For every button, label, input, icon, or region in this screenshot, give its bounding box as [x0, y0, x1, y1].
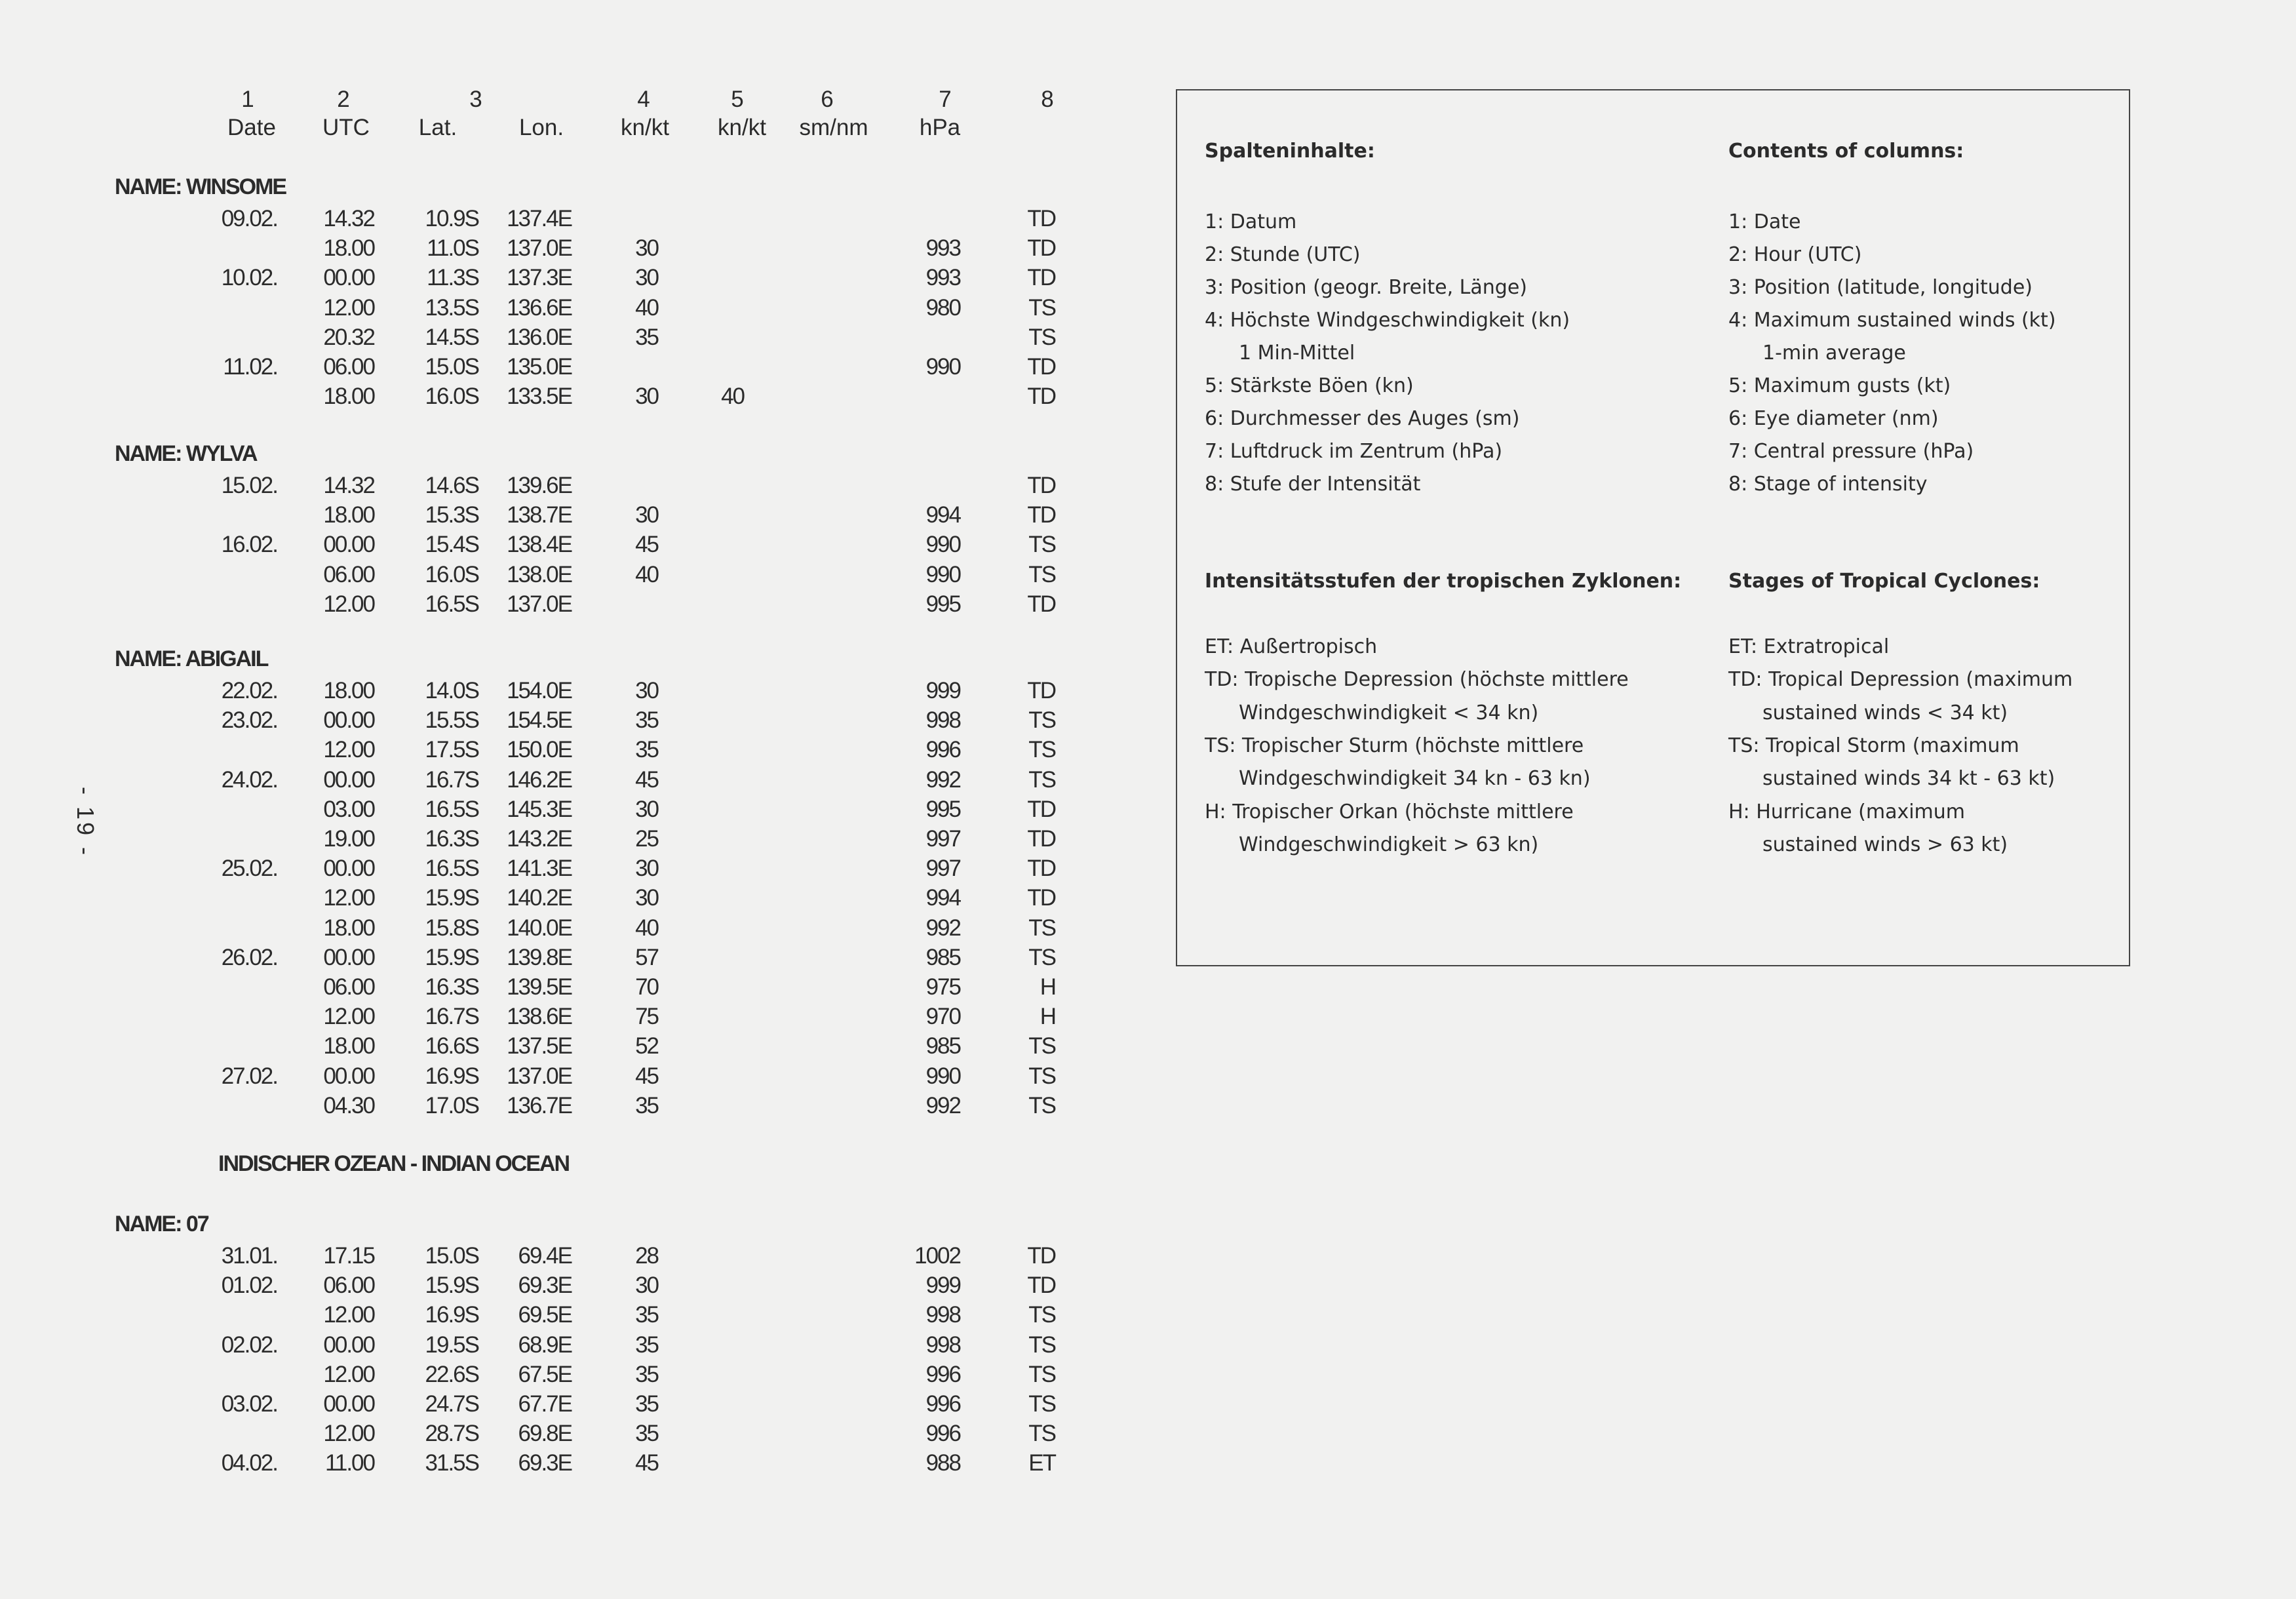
- column-number: 2: [337, 87, 350, 112]
- storm-name: NAME: WYLVA: [115, 441, 257, 466]
- table-cell: TD: [1027, 384, 1055, 409]
- table-cell: 11.3S: [427, 265, 478, 290]
- table-cell: 35: [635, 1332, 658, 1358]
- table-cell: 16.9S: [425, 1302, 478, 1328]
- table-cell: 992: [925, 1093, 960, 1118]
- table-cell: 137.5E: [507, 1033, 572, 1059]
- table-cell: 995: [925, 591, 960, 617]
- table-cell: 18.00: [323, 235, 374, 261]
- table-cell: 00.00: [323, 945, 374, 970]
- table-cell: 22.6S: [425, 1362, 478, 1387]
- table-cell: 23.02.: [221, 707, 277, 733]
- column-header: Lat.: [418, 115, 457, 140]
- table-cell: 138.4E: [507, 532, 572, 557]
- table-cell: 00.00: [323, 1332, 374, 1358]
- table-cell: 975: [925, 974, 960, 1000]
- table-cell: 30: [635, 235, 658, 261]
- table-cell: 35: [635, 1421, 658, 1446]
- table-cell: 990: [925, 1063, 960, 1089]
- table-cell: 40: [721, 384, 744, 409]
- table-cell: 40: [635, 562, 658, 587]
- table-cell: 01.02.: [221, 1273, 277, 1298]
- table-cell: TS: [1028, 1332, 1055, 1358]
- table-cell: 00.00: [323, 856, 374, 881]
- table-cell: 10.02.: [221, 265, 277, 290]
- table-cell: 138.7E: [507, 502, 572, 528]
- table-cell: 69.3E: [518, 1273, 572, 1298]
- table-cell: 17.15: [323, 1243, 374, 1269]
- table-cell: 06.00: [323, 1273, 374, 1298]
- table-cell: 12.00: [323, 1004, 374, 1029]
- table-cell: 154.5E: [507, 707, 572, 733]
- table-cell: 140.2E: [507, 885, 572, 911]
- table-cell: 11.00: [325, 1450, 374, 1476]
- page-number: - 19 -: [72, 787, 99, 858]
- table-cell: 67.5E: [518, 1362, 572, 1387]
- table-cell: 04.02.: [221, 1450, 277, 1476]
- table-cell: 143.2E: [507, 826, 572, 852]
- table-cell: 992: [925, 915, 960, 941]
- table-cell: TD: [1027, 885, 1055, 911]
- table-cell: 27.02.: [221, 1063, 277, 1089]
- table-cell: TD: [1027, 678, 1055, 703]
- legend-line: 5: Maximum gusts (kt): [1728, 374, 1951, 397]
- table-cell: 994: [925, 502, 960, 528]
- table-cell: 996: [925, 737, 960, 762]
- table-cell: 995: [925, 797, 960, 822]
- table-cell: 35: [635, 1391, 658, 1417]
- legend-line: sustained winds 34 kt - 63 kt): [1762, 767, 2055, 791]
- table-cell: 16.02.: [221, 532, 277, 557]
- column-header: kn/kt: [621, 115, 669, 140]
- legend-line: 8: Stage of intensity: [1728, 473, 1928, 496]
- column-number: 3: [469, 87, 482, 112]
- table-cell: 16.3S: [425, 826, 478, 852]
- column-header: Lon.: [518, 115, 564, 140]
- table-cell: 139.8E: [507, 945, 572, 970]
- legend-de-stages-title: Intensitätsstufen der tropischen Zyklonen:: [1205, 570, 1682, 593]
- table-cell: 04.30: [323, 1093, 374, 1118]
- column-number: 8: [1041, 87, 1054, 112]
- column-number: 1: [241, 87, 254, 112]
- table-cell: 16.7S: [425, 767, 478, 793]
- legend-line: 7: Luftdruck im Zentrum (hPa): [1205, 440, 1503, 463]
- table-cell: TS: [1028, 945, 1055, 970]
- legend-line: 4: Maximum sustained winds (kt): [1728, 309, 2056, 332]
- column-header: kn/kt: [718, 115, 766, 140]
- legend-line: TD: Tropical Depression (maximum: [1728, 668, 2073, 692]
- table-cell: 137.0E: [507, 591, 572, 617]
- table-cell: 137.0E: [507, 235, 572, 261]
- table-cell: TS: [1028, 1421, 1055, 1446]
- table-cell: 75: [635, 1004, 658, 1029]
- legend-line: 7: Central pressure (hPa): [1728, 440, 1974, 463]
- table-cell: 28: [635, 1243, 658, 1269]
- table-cell: 136.7E: [507, 1093, 572, 1118]
- legend-line: 1 Min-Mittel: [1239, 342, 1355, 365]
- table-cell: 69.5E: [518, 1302, 572, 1328]
- table-cell: 12.00: [323, 737, 374, 762]
- table-cell: 12.00: [323, 1362, 374, 1387]
- table-cell: TS: [1028, 532, 1055, 557]
- table-cell: 996: [925, 1421, 960, 1446]
- table-cell: 00.00: [323, 265, 374, 290]
- table-cell: 11.02.: [223, 354, 277, 380]
- table-cell: 00.00: [323, 767, 374, 793]
- table-cell: TD: [1027, 826, 1055, 852]
- table-cell: 154.0E: [507, 678, 572, 703]
- table-cell: 28.7S: [425, 1421, 478, 1446]
- table-cell: 17.0S: [425, 1093, 478, 1118]
- table-cell: 15.0S: [425, 354, 478, 380]
- table-cell: 988: [925, 1450, 960, 1476]
- legend-line: 3: Position (latitude, longitude): [1728, 276, 2033, 299]
- table-cell: 12.00: [323, 295, 374, 321]
- table-cell: 137.4E: [507, 206, 572, 231]
- table-cell: 00.00: [323, 1391, 374, 1417]
- table-cell: 00.00: [323, 1063, 374, 1089]
- table-cell: 15.02.: [221, 473, 277, 498]
- table-cell: 35: [635, 1093, 658, 1118]
- table-cell: 12.00: [323, 1421, 374, 1446]
- table-cell: 06.00: [323, 354, 374, 380]
- table-cell: 68.9E: [518, 1332, 572, 1358]
- storm-name: NAME: WINSOME: [115, 174, 286, 199]
- table-cell: 138.0E: [507, 562, 572, 587]
- table-cell: 994: [925, 885, 960, 911]
- table-cell: 999: [925, 678, 960, 703]
- legend-line: sustained winds < 34 kt): [1762, 701, 2008, 724]
- table-cell: 17.5S: [425, 737, 478, 762]
- table-cell: 18.00: [323, 384, 374, 409]
- table-cell: 16.7S: [425, 1004, 478, 1029]
- table-cell: 990: [925, 532, 960, 557]
- column-number: 5: [731, 87, 744, 112]
- table-cell: TS: [1028, 562, 1055, 587]
- table-cell: 12.00: [323, 885, 374, 911]
- table-cell: TD: [1027, 473, 1055, 498]
- table-cell: 137.3E: [507, 265, 572, 290]
- table-cell: 18.00: [323, 678, 374, 703]
- table-cell: 24.02.: [221, 767, 277, 793]
- table-cell: 35: [635, 737, 658, 762]
- table-cell: TD: [1027, 265, 1055, 290]
- legend-line: H: Hurricane (maximum: [1728, 800, 1965, 823]
- table-cell: TS: [1028, 1302, 1055, 1328]
- table-cell: 150.0E: [507, 737, 572, 762]
- table-cell: H: [1040, 974, 1055, 1000]
- legend-line: Windgeschwindigkeit > 63 kn): [1239, 833, 1539, 856]
- table-cell: TS: [1028, 737, 1055, 762]
- table-cell: 985: [925, 1033, 960, 1059]
- table-cell: 18.00: [323, 915, 374, 941]
- table-cell: 70: [635, 974, 658, 1000]
- table-cell: 15.3S: [425, 502, 478, 528]
- storm-name: NAME: ABIGAIL: [115, 646, 268, 671]
- table-cell: 141.3E: [507, 856, 572, 881]
- table-cell: 996: [925, 1391, 960, 1417]
- table-cell: 138.6E: [507, 1004, 572, 1029]
- legend-box: [1176, 89, 2130, 966]
- table-cell: 15.5S: [425, 707, 478, 733]
- table-cell: 30: [635, 502, 658, 528]
- table-cell: 45: [635, 532, 658, 557]
- table-cell: 19.5S: [425, 1332, 478, 1358]
- legend-line: 5: Stärkste Böen (kn): [1205, 374, 1414, 397]
- table-cell: 999: [925, 1273, 960, 1298]
- table-cell: TS: [1028, 295, 1055, 321]
- table-cell: TS: [1028, 1033, 1055, 1059]
- table-cell: 12.00: [323, 1302, 374, 1328]
- table-cell: 139.5E: [507, 974, 572, 1000]
- table-cell: 997: [925, 826, 960, 852]
- legend-line: 1: Datum: [1205, 210, 1297, 233]
- legend-line: Windgeschwindigkeit 34 kn - 63 kn): [1239, 767, 1591, 791]
- legend-line: 6: Durchmesser des Auges (sm): [1205, 407, 1520, 430]
- table-cell: 16.5S: [425, 856, 478, 881]
- table-cell: 30: [635, 1273, 658, 1298]
- table-cell: 997: [925, 856, 960, 881]
- table-cell: 40: [635, 915, 658, 941]
- legend-line: sustained winds > 63 kt): [1762, 833, 2008, 856]
- table-cell: 30: [635, 384, 658, 409]
- legend-en-title: Contents of columns:: [1728, 140, 1964, 163]
- legend-line: Windgeschwindigkeit < 34 kn): [1239, 701, 1539, 724]
- legend-line: 1: Date: [1728, 210, 1801, 233]
- table-cell: 40: [635, 295, 658, 321]
- legend-line: 2: Stunde (UTC): [1205, 243, 1361, 266]
- table-cell: TD: [1027, 354, 1055, 380]
- table-cell: 18.00: [323, 502, 374, 528]
- table-cell: 985: [925, 945, 960, 970]
- table-cell: 14.5S: [425, 325, 478, 350]
- table-cell: TD: [1027, 206, 1055, 231]
- table-cell: 14.0S: [425, 678, 478, 703]
- table-cell: 03.00: [323, 797, 374, 822]
- table-cell: 1002: [914, 1243, 960, 1269]
- table-cell: 133.5E: [507, 384, 572, 409]
- table-cell: 980: [925, 295, 960, 321]
- table-cell: 45: [635, 1063, 658, 1089]
- table-cell: TS: [1028, 325, 1055, 350]
- table-cell: 16.0S: [425, 384, 478, 409]
- legend-line: 2: Hour (UTC): [1728, 243, 1862, 266]
- table-cell: H: [1040, 1004, 1055, 1029]
- table-cell: 136.0E: [507, 325, 572, 350]
- table-cell: 16.5S: [425, 591, 478, 617]
- table-cell: 993: [925, 265, 960, 290]
- table-cell: 14.6S: [425, 473, 478, 498]
- table-cell: 03.02.: [221, 1391, 277, 1417]
- table-cell: 15.0S: [425, 1243, 478, 1269]
- table-cell: TS: [1028, 1362, 1055, 1387]
- table-cell: 35: [635, 707, 658, 733]
- table-cell: 993: [925, 235, 960, 261]
- table-cell: 24.7S: [425, 1391, 478, 1417]
- table-cell: 16.5S: [425, 797, 478, 822]
- table-cell: TD: [1027, 1243, 1055, 1269]
- table-cell: TS: [1028, 915, 1055, 941]
- table-cell: 145.3E: [507, 797, 572, 822]
- table-cell: 30: [635, 678, 658, 703]
- table-cell: 26.02.: [221, 945, 277, 970]
- table-cell: 31.01.: [221, 1243, 277, 1269]
- table-cell: 16.6S: [425, 1033, 478, 1059]
- table-cell: 00.00: [323, 532, 374, 557]
- legend-line: TS: Tropical Storm (maximum: [1728, 734, 2019, 757]
- column-header: Date: [227, 115, 276, 140]
- legend-de-title: Spalteninhalte:: [1205, 140, 1375, 163]
- table-cell: 992: [925, 767, 960, 793]
- table-cell: 19.00: [323, 826, 374, 852]
- table-cell: 35: [635, 1362, 658, 1387]
- table-cell: ET: [1028, 1450, 1055, 1476]
- table-cell: 996: [925, 1362, 960, 1387]
- table-cell: 25: [635, 826, 658, 852]
- table-cell: 30: [635, 856, 658, 881]
- table-cell: 67.7E: [518, 1391, 572, 1417]
- table-cell: 30: [635, 885, 658, 911]
- section-heading: INDISCHER OZEAN - INDIAN OCEAN: [218, 1151, 570, 1176]
- legend-line: TS: Tropischer Sturm (höchste mittlere: [1205, 734, 1584, 757]
- column-number: 6: [821, 87, 834, 112]
- table-cell: TS: [1028, 767, 1055, 793]
- table-cell: 139.6E: [507, 473, 572, 498]
- table-cell: 69.4E: [518, 1243, 572, 1269]
- column-number: 4: [637, 87, 650, 112]
- table-cell: 15.9S: [425, 885, 478, 911]
- table-cell: 09.02.: [221, 206, 277, 231]
- table-cell: TD: [1027, 502, 1055, 528]
- legend-line: 6: Eye diameter (nm): [1728, 407, 1939, 430]
- table-cell: 06.00: [323, 974, 374, 1000]
- table-cell: 02.02.: [221, 1332, 277, 1358]
- table-cell: 137.0E: [507, 1063, 572, 1089]
- table-cell: TS: [1028, 1391, 1055, 1417]
- table-cell: 20.32: [323, 325, 374, 350]
- table-cell: 35: [635, 1302, 658, 1328]
- table-cell: 69.3E: [518, 1450, 572, 1476]
- table-cell: 970: [925, 1004, 960, 1029]
- legend-line: ET: Außertropisch: [1205, 635, 1378, 658]
- table-cell: 52: [635, 1033, 658, 1059]
- table-cell: 16.3S: [425, 974, 478, 1000]
- table-cell: 14.32: [323, 473, 374, 498]
- legend-line: ET: Extratropical: [1728, 635, 1890, 658]
- table-cell: 13.5S: [425, 295, 478, 321]
- table-cell: 140.0E: [507, 915, 572, 941]
- table-cell: 146.2E: [507, 767, 572, 793]
- table-cell: TS: [1028, 707, 1055, 733]
- table-cell: 25.02.: [221, 856, 277, 881]
- table-cell: 14.32: [323, 206, 374, 231]
- table-cell: 45: [635, 767, 658, 793]
- table-cell: 135.0E: [507, 354, 572, 380]
- table-cell: 57: [635, 945, 658, 970]
- column-number: 7: [939, 87, 952, 112]
- table-cell: 998: [925, 1332, 960, 1358]
- table-cell: TS: [1028, 1063, 1055, 1089]
- table-cell: 998: [925, 707, 960, 733]
- table-cell: TD: [1027, 591, 1055, 617]
- legend-line: H: Tropischer Orkan (höchste mittlere: [1205, 800, 1574, 823]
- legend-line: 8: Stufe der Intensität: [1205, 473, 1421, 496]
- table-cell: 11.0S: [427, 235, 478, 261]
- legend-line: 3: Position (geogr. Breite, Länge): [1205, 276, 1527, 299]
- storm-name: NAME: 07: [115, 1212, 208, 1236]
- table-cell: 15.9S: [425, 945, 478, 970]
- table-cell: 45: [635, 1450, 658, 1476]
- table-cell: 69.8E: [518, 1421, 572, 1446]
- table-cell: 18.00: [323, 1033, 374, 1059]
- table-cell: 06.00: [323, 562, 374, 587]
- column-header: hPa: [919, 115, 961, 140]
- legend-line: TD: Tropische Depression (höchste mittlere: [1205, 668, 1629, 692]
- table-cell: TD: [1027, 235, 1055, 261]
- table-cell: 15.8S: [425, 915, 478, 941]
- table-cell: 30: [635, 797, 658, 822]
- table-cell: TS: [1028, 1093, 1055, 1118]
- legend-line: 4: Höchste Windgeschwindigkeit (kn): [1205, 309, 1570, 332]
- table-cell: 12.00: [323, 591, 374, 617]
- legend-en-stages-title: Stages of Tropical Cyclones:: [1728, 570, 2040, 593]
- legend-line: 1-min average: [1762, 342, 1906, 365]
- table-cell: TD: [1027, 856, 1055, 881]
- table-cell: 00.00: [323, 707, 374, 733]
- table-cell: 22.02.: [221, 678, 277, 703]
- table-cell: 990: [925, 354, 960, 380]
- column-header: UTC: [322, 115, 370, 140]
- table-cell: 136.6E: [507, 295, 572, 321]
- table-cell: TD: [1027, 797, 1055, 822]
- table-cell: 16.9S: [425, 1063, 478, 1089]
- column-header: sm/nm: [799, 115, 868, 140]
- table-cell: 15.4S: [425, 532, 478, 557]
- table-cell: TD: [1027, 1273, 1055, 1298]
- table-cell: 15.9S: [425, 1273, 478, 1298]
- table-cell: 998: [925, 1302, 960, 1328]
- table-cell: 10.9S: [425, 206, 478, 231]
- table-cell: 16.0S: [425, 562, 478, 587]
- table-cell: 30: [635, 265, 658, 290]
- table-cell: 990: [925, 562, 960, 587]
- table-cell: 31.5S: [425, 1450, 478, 1476]
- table-cell: 35: [635, 325, 658, 350]
